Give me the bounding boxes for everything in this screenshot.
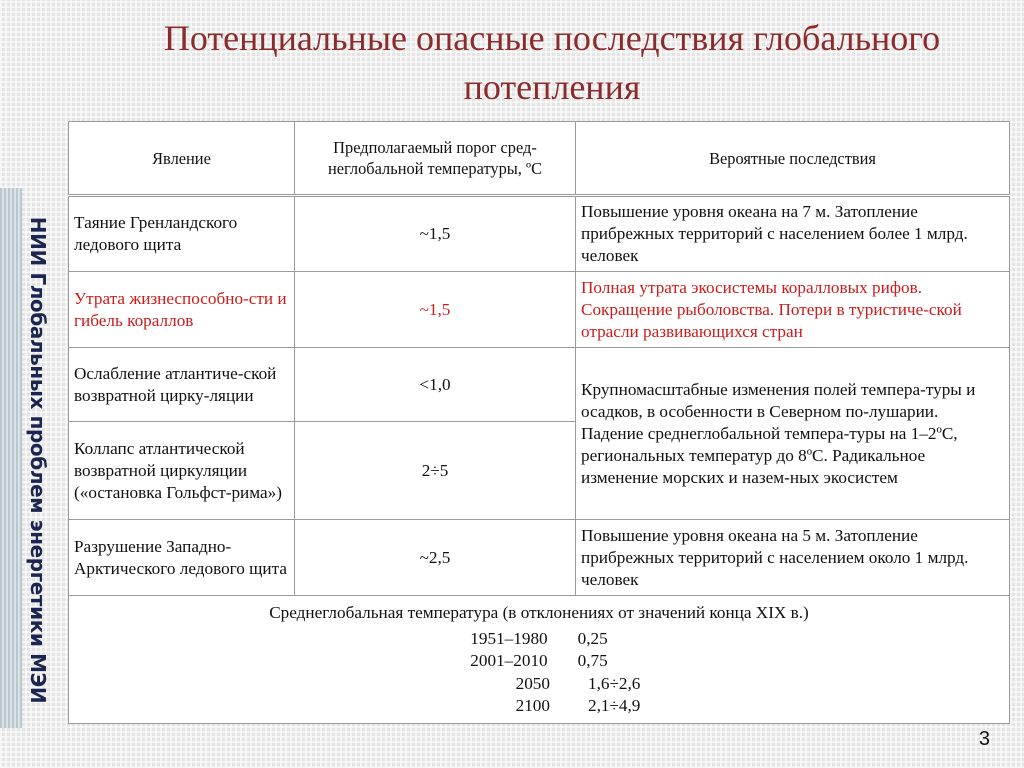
summary-entry <box>74 650 1004 673</box>
table-row-highlighted <box>69 272 1010 348</box>
slide-title <box>80 14 1024 112</box>
row-consequences-merged: Крупномасштабные изменения полей темпера-туры и осадков, в особенности в Северном по-лушарии. Падение среднеглобальной темпера-туры на 1–2ºС, региональных температур до 8ºС. Радикальное изменение морских и назем-ных экосистем <box>576 348 1010 520</box>
row-consequences: Полная утрата экосистемы коралловых рифов. Сокращение рыболовства. Потери в туристиче-ской отрасли развивающихся стран <box>576 272 1010 348</box>
consequences-table <box>68 121 1010 724</box>
slide-title-line-1: Потенциальные опасные последствия глобального <box>163 18 941 58</box>
temperature-summary <box>69 596 1010 724</box>
summary-period: 1951–1980 <box>470 628 548 648</box>
page-number: 3 <box>978 728 990 750</box>
side-decoration-strip <box>0 188 22 728</box>
row-phenomenon: Ослабление атлантиче-ской возвратной цирку-ляции <box>69 348 295 422</box>
row-threshold: 2÷5 <box>295 422 576 520</box>
row-threshold: ~1,5 <box>295 272 576 348</box>
summary-entry <box>74 695 1004 718</box>
row-consequences: Повышение уровня океана на 7 м. Затопление прибрежных территорий с населением более 1 млрд. человек <box>576 196 1010 272</box>
table-row <box>69 348 1010 422</box>
row-phenomenon: Коллапс атлантической возвратной циркуляции («остановка Гольфст-рима») <box>69 422 295 520</box>
summary-row <box>69 596 1010 724</box>
summary-period: 2050 <box>515 673 550 693</box>
table-row <box>69 196 1010 272</box>
row-threshold: ~1,5 <box>295 196 576 272</box>
summary-title: Среднеглобальная температура (в отклонениях от значений конца XIX в.) <box>269 602 809 622</box>
table-row <box>69 520 1010 596</box>
row-threshold: <1,0 <box>295 348 576 422</box>
summary-period: 2100 <box>515 696 550 715</box>
row-phenomenon: Утрата жизнеспособно-сти и гибель кораллов <box>69 272 295 348</box>
summary-entry <box>74 673 1004 696</box>
slide-title-line-2: потепления <box>463 67 641 107</box>
summary-entry <box>74 628 1004 651</box>
header-phenomenon: Явление <box>69 122 295 196</box>
table-header-row <box>69 122 1010 196</box>
header-consequences: Вероятные последствия <box>576 122 1010 196</box>
row-phenomenon: Таяние Гренландского ледового щита <box>69 196 295 272</box>
header-threshold: Предполагаемый порог сред-неглобальной температуры, ºС <box>295 122 576 196</box>
summary-period: 2001–2010 <box>470 651 548 670</box>
summary-value: 0,75 <box>577 651 608 670</box>
institute-side-label: НИИ Глобальных проблем энергетики МЭИ <box>26 216 50 704</box>
row-consequences: Повышение уровня океана на 5 м. Затопление прибрежных территорий с населением около 1 млрд. человек <box>576 520 1010 596</box>
row-threshold: ~2,5 <box>295 520 576 596</box>
summary-value: 0,25 <box>577 628 608 648</box>
summary-value: 1,6÷2,6 <box>587 673 641 693</box>
row-phenomenon: Разрушение Западно-Арктического ледового щита <box>69 520 295 596</box>
summary-value: 2,1÷4,9 <box>587 696 641 715</box>
